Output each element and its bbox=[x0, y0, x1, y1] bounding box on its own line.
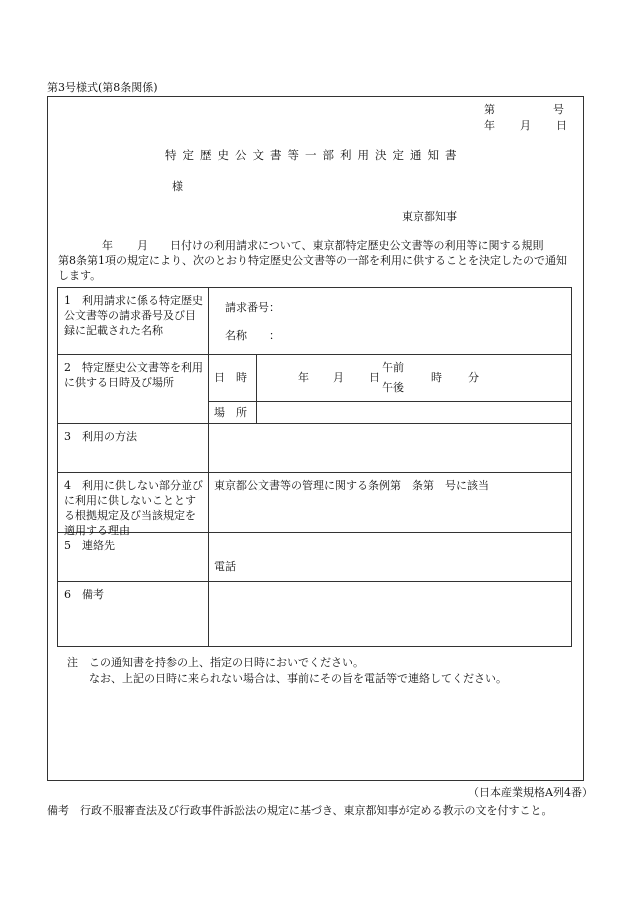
request-number-label: 請求番号： bbox=[225, 301, 280, 314]
datetime-label: 日 時 bbox=[214, 371, 247, 384]
row1-label: 1 利用請求に係る特定歴史公文書等の請求番号及び目録に記載された名称 bbox=[64, 294, 203, 337]
body-year: 年 bbox=[102, 239, 113, 252]
issuer: 東京都知事 bbox=[402, 210, 457, 223]
row4-content: 東京都公文書等の管理に関する条例第 条第 号に該当 bbox=[214, 479, 489, 492]
datetime-month: 月 bbox=[333, 371, 344, 384]
phone-label: 電話 bbox=[214, 560, 236, 573]
datetime-pm: 午後 bbox=[382, 381, 404, 394]
body-month: 月 bbox=[137, 239, 148, 252]
doc-number-go: 号 bbox=[553, 103, 564, 116]
addressee-suffix: 様 bbox=[172, 180, 183, 193]
row4-label: 4 利用に供しない部分並びに利用に供しないこととする根拠規定及び当該規定を適用する理由 bbox=[64, 479, 203, 537]
note-line-1: 注 この通知書を持参の上、指定の日時においでください。 bbox=[67, 656, 364, 669]
document-title: 特定歴史公文書等一部利用決定通知書 bbox=[165, 148, 463, 162]
row3-label: 3 利用の方法 bbox=[64, 430, 137, 443]
body-text-rest: 第8条第1項の規定により、次のとおり特定歴史公文書等の一部を利用に供することを決定したので通知します。 bbox=[58, 254, 567, 282]
body-text-first: 日付けの利用請求について、東京都特定歴史公文書等の利用等に関する規則 bbox=[170, 239, 544, 252]
row6-label: 6 備考 bbox=[64, 588, 104, 601]
place-label: 場 所 bbox=[214, 406, 247, 419]
row2-label: 2 特定歴史公文書等を利用に供する日時及び場所 bbox=[64, 361, 203, 389]
paper-spec: （日本産業規格A列4番） bbox=[468, 786, 593, 799]
doc-number-dai: 第 bbox=[484, 103, 495, 116]
note-line-2: なお、上記の日時に来られない場合は、事前にその旨を電話等で連絡してください。 bbox=[89, 672, 507, 685]
doc-date-month: 月 bbox=[520, 119, 531, 132]
doc-date-day: 日 bbox=[556, 119, 567, 132]
datetime-year: 年 bbox=[298, 371, 309, 384]
notice-body bbox=[58, 238, 573, 283]
datetime-hour: 時 bbox=[431, 371, 442, 384]
row5-label: 5 連絡先 bbox=[64, 539, 115, 552]
form-number-label: 第3号様式(第8条関係) bbox=[47, 81, 158, 94]
document-name-label: 名称 ： bbox=[225, 329, 280, 342]
datetime-day: 日 bbox=[369, 371, 380, 384]
decision-table bbox=[57, 287, 572, 647]
datetime-minute: 分 bbox=[468, 371, 479, 384]
doc-date-year: 年 bbox=[484, 119, 495, 132]
remarks: 備考 行政不服審査法及び行政事件訴訟法の規定に基づき、東京都知事が定める教示の文を付すこと。 bbox=[47, 804, 553, 817]
datetime-am: 午前 bbox=[382, 361, 404, 374]
